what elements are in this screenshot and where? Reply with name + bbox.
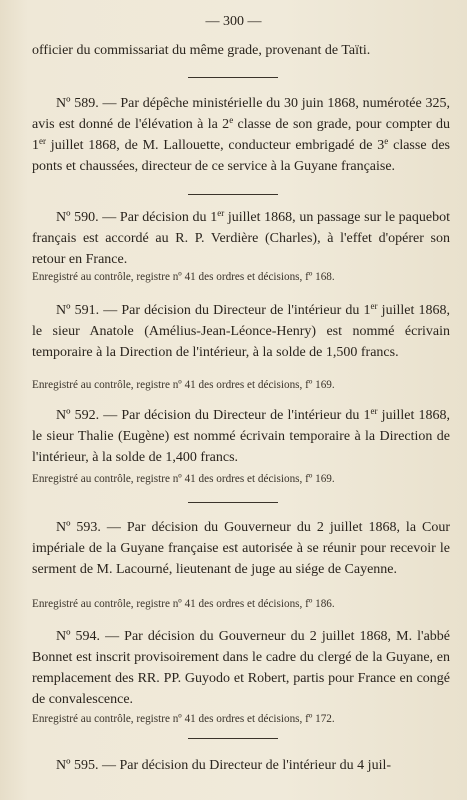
entry-593: Nº 593. — Par décision du Gouverneur du 2 juillet 1868, la Cour impériale de la Guyane française est autorisée à se réunir pour recevoir le serment de M. Lacourné, lieutenant de juge au siége de Cayenne. bbox=[32, 520, 450, 577]
entry-number: Nº 591. bbox=[56, 303, 100, 318]
entry-number: Nº 595. bbox=[56, 758, 99, 773]
entry-595: Nº 595. — Par décision du Directeur de l'intérieur du 4 juil- bbox=[56, 758, 392, 773]
registration-note: Enregistré au contrôle, registre nº 41 des ordres et décisions, fº 169. bbox=[32, 379, 335, 391]
entry-592: Nº 592. — Par décision du Directeur de l'intérieur du 1er juillet 1868, le sieur Thalie (Eugène) est nommé écrivain temporaire à la Direction de l'intérieur, à la solde de 1,400 francs. bbox=[32, 406, 450, 465]
continuation-text: officier du commissariat du même grade, provenant de Taïti. bbox=[32, 43, 371, 58]
entry-number: Nº 590. bbox=[56, 210, 99, 225]
separator-rule bbox=[188, 502, 278, 503]
page-number: — 300 — bbox=[205, 14, 262, 29]
registration-note: Enregistré au contrôle, registre nº 41 des ordres et décisions, fº 172. bbox=[32, 713, 335, 725]
entry-590: Nº 590. — Par décision du 1er juillet 1868, un passage sur le paquebot français est accordé au R. P. Verdière (Charles), à l'effet d'opérer son retour en France. bbox=[32, 208, 451, 267]
entry-589: Nº 589. — Par dépêche ministérielle du 30 juin 1868, numérotée 325, avis est donné de l'élévation à la 2e classe de son grade, pour compter du 1er juillet 1868, de M. Lallouette, conducteur embrigadé de 3e classe des ponts et chaussées, directeur de ce service à la Guyane française. bbox=[32, 96, 451, 174]
entry-591: Nº 591. — Par décision du Directeur de l'intérieur du 1er juillet 1868, le sieur Anatole (Amélius-Jean-Léonce-Henry) est nommé écrivain temporaire à la Direction de l'intérieur, à la solde de 1,500 francs. bbox=[32, 301, 450, 360]
entry-number: Nº 594. bbox=[56, 629, 101, 644]
registration-note: Enregistré au contrôle, registre nº 41 des ordres et décisions, fº 168. bbox=[32, 271, 335, 283]
entry-number: Nº 593. bbox=[56, 520, 101, 535]
entry-number: Nº 589. bbox=[56, 96, 99, 111]
entry-number: Nº 592. bbox=[56, 408, 100, 423]
entry-594: Nº 594. — Par décision du Gouverneur du 2 juillet 1868, M. l'abbé Bonnet est inscrit provisoirement dans le cadre du clergé de la Guyane, en remplacement des RR. PP. Guyodo et Robert, partis pour France en congé de convalescence. bbox=[32, 629, 450, 707]
separator-rule bbox=[188, 738, 278, 739]
separator-rule bbox=[188, 194, 278, 195]
registration-note: Enregistré au contrôle, registre nº 41 des ordres et décisions, fº 169. bbox=[32, 473, 335, 485]
separator-rule bbox=[188, 77, 278, 78]
registration-note: Enregistré au contrôle, registre nº 41 des ordres et décisions, fº 186. bbox=[32, 598, 335, 610]
